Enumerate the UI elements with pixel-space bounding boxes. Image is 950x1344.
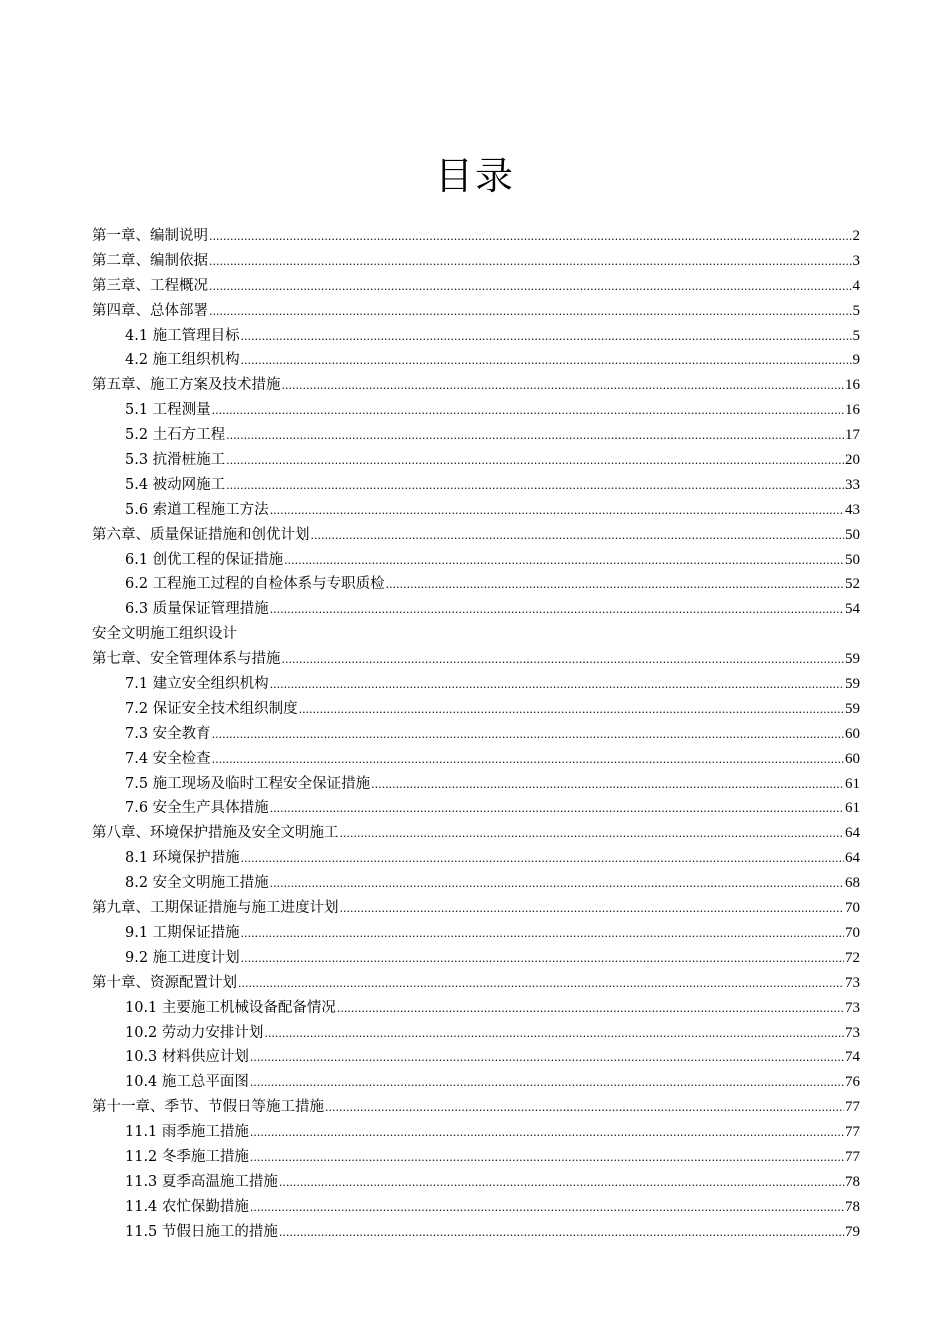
- dot-leader: [226, 448, 844, 473]
- toc-entry-title: 5.2 土石方工程: [125, 427, 226, 444]
- dot-leader: [325, 1095, 844, 1120]
- toc-entry-page-number: 60: [845, 725, 860, 742]
- dot-leader: [209, 299, 852, 324]
- dot-leader: [250, 1195, 844, 1220]
- toc-entry-title: 5.3 抗滑桩施工: [125, 452, 226, 469]
- toc-entry[interactable]: [92, 871, 860, 896]
- toc-entry[interactable]: [92, 921, 860, 946]
- toc-entry[interactable]: [92, 1170, 860, 1195]
- toc-entry-page-number: 73: [845, 1024, 860, 1041]
- dot-leader: [340, 896, 845, 921]
- toc-entry-page-number: 33: [845, 476, 860, 493]
- toc-entry-page-number: 5: [852, 327, 860, 344]
- dot-leader: [340, 821, 845, 846]
- dot-leader: [386, 572, 844, 597]
- toc-entry-title: 第十一章、季节、节假日等施工措施: [92, 1099, 324, 1116]
- toc-entry-page-number: 74: [845, 1049, 860, 1066]
- toc-entry-page-number: 73: [845, 974, 860, 991]
- toc-entry-page-number: 76: [845, 1074, 860, 1091]
- toc-entry-page-number: 20: [845, 452, 860, 469]
- toc-entry-page-number: 68: [845, 875, 860, 892]
- toc-entry-title: 第三章、工程概况: [92, 277, 208, 294]
- toc-entry[interactable]: [92, 448, 860, 473]
- toc-entry[interactable]: [92, 622, 860, 647]
- toc-entry-title: 第七章、安全管理体系与措施: [92, 651, 281, 668]
- toc-entry[interactable]: [92, 1021, 860, 1046]
- toc-entry-title: 7.5 施工现场及临时工程安全保证措施: [125, 775, 371, 792]
- toc-entry-title: 4.1 施工管理目标: [125, 327, 240, 344]
- toc-entry-title: 10.2 劳动力安排计划: [125, 1024, 264, 1041]
- toc-entry-title: 第十章、资源配置计划: [92, 974, 237, 991]
- toc-entry-title: 第四章、总体部署: [92, 302, 208, 319]
- dot-leader: [282, 373, 845, 398]
- toc-entry-page-number: 16: [845, 402, 860, 419]
- dot-leader: [250, 1120, 844, 1145]
- toc-entry-page-number: 60: [845, 750, 860, 767]
- toc-entry-page-number: 72: [845, 949, 860, 966]
- dot-leader: [241, 921, 844, 946]
- toc-entry-page-number: 70: [845, 924, 860, 941]
- toc-entry[interactable]: [92, 398, 860, 423]
- toc-entry-title: 第五章、施工方案及技术措施: [92, 377, 281, 394]
- dot-leader: [279, 1220, 844, 1245]
- toc-entry-title: 第一章、编制说明: [92, 228, 208, 244]
- toc-entry-title: 安全文明施工组织设计: [92, 626, 237, 643]
- toc-entry-page-number: 43: [845, 501, 860, 518]
- toc-entry[interactable]: [92, 1095, 860, 1120]
- toc-entry[interactable]: [92, 697, 860, 722]
- toc-entry-page-number: 64: [845, 850, 860, 867]
- page-title: 目录: [434, 154, 515, 199]
- toc-entry-page-number: 77: [845, 1124, 860, 1141]
- toc-entry-page-number: 73: [845, 999, 860, 1016]
- toc-entry-title: 4.2 施工组织机构: [125, 352, 240, 369]
- dot-leader: [209, 224, 852, 249]
- toc-entry-page-number: 9: [852, 352, 860, 369]
- toc-entry[interactable]: [92, 971, 860, 996]
- dot-leader: [241, 324, 852, 349]
- toc-entry-title: 6.2 工程施工过程的自检体系与专职质检: [125, 576, 385, 593]
- toc-entry[interactable]: [92, 796, 860, 821]
- toc-entry-title: 第六章、质量保证措施和创优计划: [92, 526, 310, 543]
- toc-entry[interactable]: [92, 672, 860, 697]
- toc-entry[interactable]: [92, 747, 860, 772]
- toc-entry[interactable]: [92, 1145, 860, 1170]
- toc-entry-title: 10.4 施工总平面图: [125, 1074, 249, 1091]
- toc-entry[interactable]: [92, 821, 860, 846]
- toc-entry-page-number: 2: [852, 228, 860, 244]
- dot-leader: [270, 672, 844, 697]
- toc-entry[interactable]: [92, 274, 860, 299]
- toc-entry[interactable]: [92, 1070, 860, 1095]
- toc-entry-page-number: 77: [845, 1148, 860, 1165]
- toc-entry-title: 11.1 雨季施工措施: [125, 1124, 249, 1141]
- toc-entry-page-number: 77: [845, 1099, 860, 1116]
- toc-entry[interactable]: [92, 996, 860, 1021]
- toc-entry[interactable]: [92, 946, 860, 971]
- toc-entry-title: 7.4 安全检查: [125, 750, 211, 767]
- toc-entry[interactable]: [92, 1220, 860, 1245]
- toc-entry[interactable]: [92, 224, 860, 249]
- toc-entry-page-number: 52: [845, 576, 860, 593]
- toc-entry[interactable]: [92, 348, 860, 373]
- toc-entry[interactable]: [92, 722, 860, 747]
- toc-entry[interactable]: [92, 373, 860, 398]
- toc-entry-page-number: 59: [845, 676, 860, 693]
- table-of-contents: [92, 224, 860, 1245]
- dot-leader: [241, 348, 852, 373]
- toc-entry-title: 9.2 施工进度计划: [125, 949, 240, 966]
- dot-leader: [226, 423, 844, 448]
- toc-entry[interactable]: [92, 846, 860, 871]
- toc-entry-title: 11.4 农忙保勤措施: [125, 1198, 249, 1215]
- toc-entry-title: 5.6 索道工程施工方法: [125, 501, 269, 518]
- toc-entry[interactable]: [92, 473, 860, 498]
- dot-leader: [284, 548, 844, 573]
- dot-leader: [311, 523, 845, 548]
- toc-entry-page-number: 59: [845, 700, 860, 717]
- dot-leader: [250, 1045, 844, 1070]
- toc-entry[interactable]: [92, 498, 860, 523]
- toc-entry-title: 第八章、环境保护措施及安全文明施工: [92, 825, 339, 842]
- dot-leader: [226, 473, 844, 498]
- toc-entry-title: 5.1 工程测量: [125, 402, 211, 419]
- dot-leader: [212, 398, 844, 423]
- toc-entry-title: 7.6 安全生产具体措施: [125, 800, 269, 817]
- toc-entry-title: 8.1 环境保护措施: [125, 850, 240, 867]
- toc-entry-title: 6.1 创优工程的保证措施: [125, 551, 284, 568]
- toc-entry-title: 7.3 安全教育: [125, 725, 211, 742]
- toc-entry-page-number: 5: [852, 302, 860, 319]
- toc-entry[interactable]: [92, 523, 860, 548]
- toc-entry-page-number: 4: [852, 277, 860, 294]
- toc-entry-title: 11.3 夏季高温施工措施: [125, 1173, 278, 1190]
- toc-entry[interactable]: [92, 1195, 860, 1220]
- toc-entry-page-number: 3: [852, 252, 860, 269]
- toc-entry-title: 8.2 安全文明施工措施: [125, 875, 269, 892]
- dot-leader: [264, 1021, 844, 1046]
- toc-entry-title: 11.2 冬季施工措施: [125, 1148, 249, 1165]
- toc-entry-page-number: 61: [845, 800, 860, 817]
- toc-entry-title: 5.4 被动网施工: [125, 476, 226, 493]
- toc-entry[interactable]: [92, 647, 860, 672]
- toc-entry[interactable]: [92, 249, 860, 274]
- toc-entry-page-number: 50: [845, 526, 860, 543]
- toc-entry-page-number: 78: [845, 1198, 860, 1215]
- toc-entry-page-number: 59: [845, 651, 860, 668]
- dot-leader: [209, 249, 852, 274]
- toc-entry-page-number: 16: [845, 377, 860, 394]
- toc-entry-page-number: 64: [845, 825, 860, 842]
- dot-leader: [270, 796, 844, 821]
- dot-leader: [371, 772, 844, 797]
- dot-leader: [212, 747, 844, 772]
- toc-entry-title: 第九章、工期保证措施与施工进度计划: [92, 900, 339, 917]
- toc-entry-page-number: 79: [845, 1223, 860, 1240]
- toc-entry-page-number: 70: [845, 900, 860, 917]
- dot-leader: [250, 1145, 844, 1170]
- toc-entry[interactable]: [92, 597, 860, 622]
- toc-entry-title: 6.3 质量保证管理措施: [125, 601, 269, 618]
- toc-entry[interactable]: [92, 1120, 860, 1145]
- toc-entry-title: 9.1 工期保证措施: [125, 924, 240, 941]
- toc-entry[interactable]: [92, 896, 860, 921]
- dot-leader: [270, 597, 844, 622]
- dot-leader: [270, 871, 844, 896]
- dot-leader: [212, 722, 844, 747]
- dot-leader: [299, 697, 844, 722]
- toc-entry-title: 10.1 主要施工机械设备配备情况: [125, 999, 336, 1016]
- toc-entry[interactable]: [92, 572, 860, 597]
- toc-entry-page-number: 17: [845, 427, 860, 444]
- dot-leader: [270, 498, 844, 523]
- dot-leader: [241, 846, 844, 871]
- dot-leader: [238, 971, 844, 996]
- toc-entry[interactable]: [92, 772, 860, 797]
- toc-entry-title: 7.2 保证安全技术组织制度: [125, 700, 298, 717]
- toc-entry-page-number: 78: [845, 1173, 860, 1190]
- toc-entry[interactable]: [92, 423, 860, 448]
- dot-leader: [209, 274, 852, 299]
- dot-leader: [337, 996, 844, 1021]
- dot-leader: [279, 1170, 844, 1195]
- toc-entry-title: 10.3 材料供应计划: [125, 1049, 249, 1066]
- toc-entry-title: 11.5 节假日施工的措施: [125, 1223, 278, 1240]
- toc-entry-page-number: 50: [845, 551, 860, 568]
- toc-entry[interactable]: [92, 548, 860, 573]
- toc-entry[interactable]: [92, 324, 860, 349]
- toc-entry-page-number: 61: [845, 775, 860, 792]
- toc-entry-title: 第二章、编制依据: [92, 252, 208, 269]
- toc-entry[interactable]: [92, 299, 860, 324]
- toc-entry-title: 7.1 建立安全组织机构: [125, 676, 269, 693]
- dot-leader: [282, 647, 845, 672]
- toc-entry-page-number: 54: [845, 601, 860, 618]
- dot-leader: [241, 946, 844, 971]
- dot-leader: [250, 1070, 844, 1095]
- toc-entry[interactable]: [92, 1045, 860, 1070]
